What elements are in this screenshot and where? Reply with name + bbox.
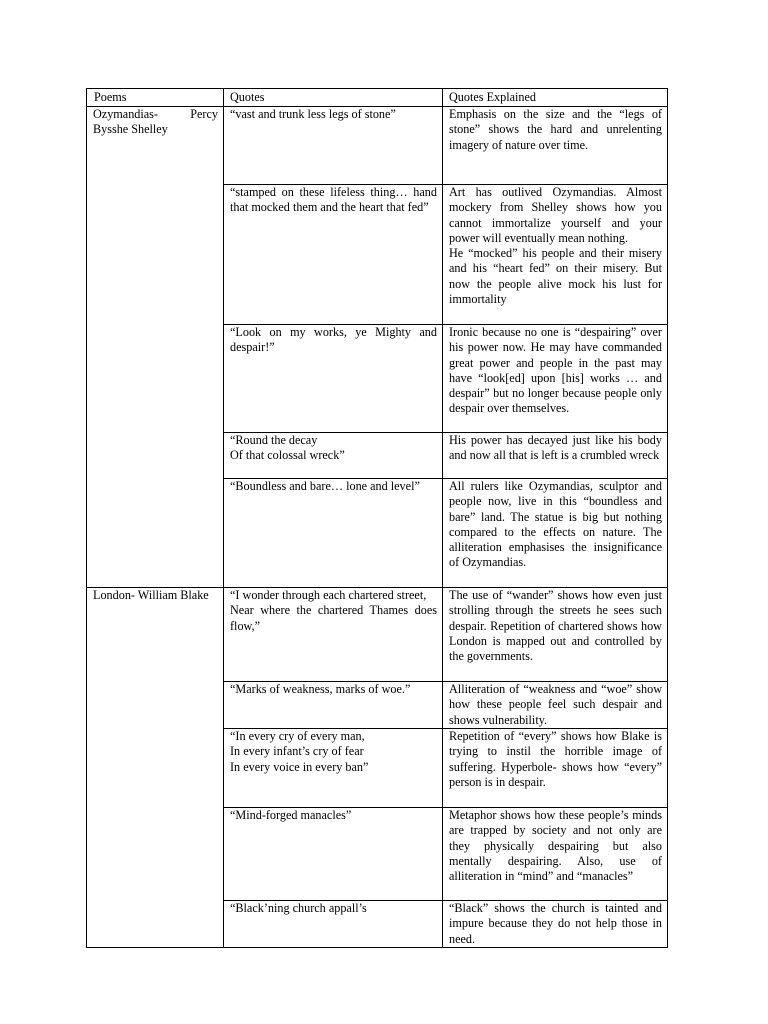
quote-cell — [224, 588, 443, 682]
quote-line: Near where the chartered Thames does flow,” — [230, 603, 437, 633]
quote-line: “Marks of weakness, marks of woe.” — [230, 682, 411, 696]
quote-cell — [224, 729, 443, 808]
quote-cell — [224, 901, 443, 948]
quote-cell — [224, 325, 443, 433]
table-row — [87, 588, 668, 682]
explanation-text: Metaphor shows how these people’s minds are trapped by society and not only are they physically despairing but also mentally despairing. Also, use of alliteration in “mind” and “manacles” — [449, 808, 662, 884]
explanation-text: His power has decayed just like his body and now all that is left is a crumbled wreck — [449, 433, 662, 463]
header-quotes: Quotes — [224, 89, 443, 107]
poem-name: Ozymandias- Percy Bysshe Shelley — [93, 107, 218, 137]
explanation-text: The use of “wander” shows how even just strolling through the streets he sees such despair. Repetition of chartered shows how London is mapped out and controlled by the governments. — [449, 588, 662, 664]
quote-line: “Boundless and bare… lone and level” — [230, 479, 420, 493]
quote-line: In every voice in every ban” — [230, 759, 369, 774]
header-poems: Poems — [87, 89, 224, 107]
quote-cell — [224, 479, 443, 588]
quote-line: “In every cry of every man, — [230, 729, 365, 743]
explanation-cell — [443, 185, 668, 325]
explanation-cell — [443, 325, 668, 433]
explanation-text: All rulers like Ozymandias, sculptor and people now, live in this “boundless and bare” land. The statue is big but nothing compared to the effects on nature. The alliteration emphasises the insignificance of Ozymandias. — [449, 479, 662, 570]
poem-name: London- William Blake — [93, 588, 209, 602]
explanation-cell — [443, 729, 668, 808]
quote-line: “Look on my works, ye Mighty and despair!” — [230, 325, 437, 355]
document-page — [86, 88, 667, 948]
poem-name-cell — [87, 588, 224, 948]
quote-line: “Mind-forged manacles” — [230, 808, 352, 822]
explanation-text: Repetition of “every” shows how Blake is trying to instil the horrible image of suffering. Hyperbole- shows how “every” person is in despair. — [449, 729, 662, 789]
quote-line: “stamped on these lifeless thing… hand that mocked them and the heart that fed” — [230, 185, 437, 215]
explanation-text: Ironic because no one is “despairing” over his power now. He may have commanded great power and people in the past may have “look[ed] upon [his] works … and despair” but no longer because people only despair over themselves. — [449, 325, 662, 416]
poem-name-cell — [87, 107, 224, 588]
quote-cell — [224, 682, 443, 729]
quote-cell — [224, 433, 443, 479]
explanation-text: He “mocked” his people and their misery and his “heart fed” on their misery. But now the people alive mock his lust for immortality — [449, 246, 662, 307]
quote-cell — [224, 107, 443, 185]
explanation-cell — [443, 107, 668, 185]
explanation-text: Alliteration of “weakness and “woe” show how these people feel such despair and shows vulnerability. — [449, 682, 662, 727]
poem-quotes-table — [86, 88, 668, 948]
explanation-cell — [443, 901, 668, 948]
quote-line: “Round the decay — [230, 433, 318, 447]
explanation-text: “Black” shows the church is tainted and impure because they do not help those in need. — [449, 901, 662, 946]
explanation-text: Art has outlived Ozymandias. Almost mockery from Shelley shows how you cannot immortalize yourself and your power will eventually mean nothing. — [449, 185, 662, 245]
quote-cell — [224, 808, 443, 901]
quote-line: “I wonder through each chartered street, — [230, 588, 427, 602]
table-row — [87, 107, 668, 185]
quote-line: “vast and trunk less legs of stone” — [230, 107, 396, 121]
explanation-cell — [443, 588, 668, 682]
header-quotes-explained: Quotes Explained — [443, 89, 668, 107]
explanation-cell — [443, 433, 668, 479]
quote-line: “Black’ning church appall’s — [230, 901, 367, 915]
explanation-cell — [443, 808, 668, 901]
table-header-row — [87, 89, 668, 107]
quote-line: Of that colossal wreck” — [230, 448, 345, 463]
quote-line: In every infant’s cry of fear — [230, 744, 364, 759]
quote-cell — [224, 185, 443, 325]
explanation-cell — [443, 479, 668, 588]
explanation-text: Emphasis on the size and the “legs of stone” shows the hard and unrelenting imagery of nature over time. — [449, 107, 662, 152]
explanation-cell — [443, 682, 668, 729]
